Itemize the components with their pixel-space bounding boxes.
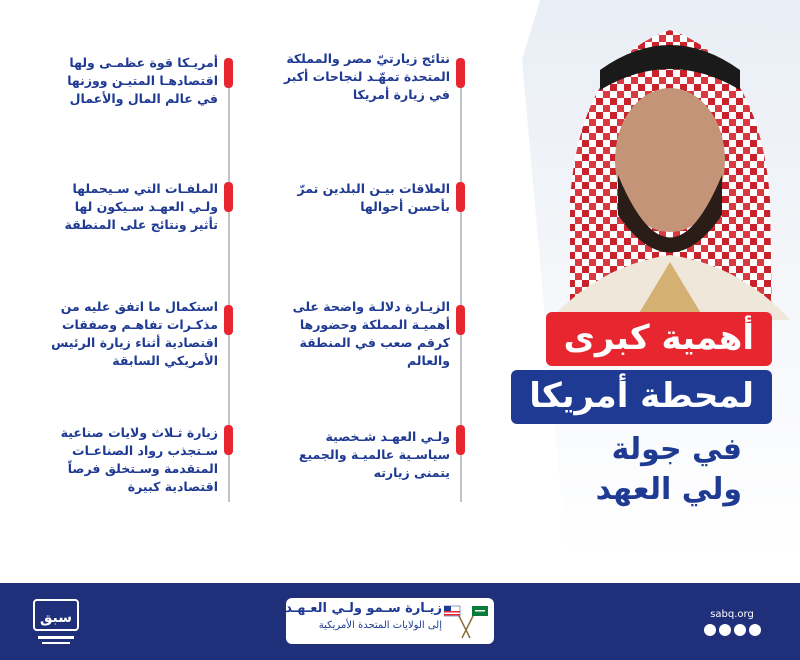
timeline-marker <box>456 182 465 212</box>
hero-subtitle-line2: ولي العهد <box>595 472 742 507</box>
left-item-1: أمريـكا قوة عظمـى ولها اقتصادهـا المتيـن ووزنها في عالم المال والأعمال <box>67 55 218 106</box>
site-url[interactable]: sabq.org <box>710 609 754 620</box>
hero-title-blue: لمحطة أمريكا <box>511 370 772 424</box>
hero-title-red: أهمية كبرى <box>546 312 772 366</box>
right-item-4: ولـي العهـد شـخصية سياسـية عالميـة والجميع يتمنى زيارته <box>298 429 450 480</box>
left-item-2: الملفـات التي سـيحملها ولـي العهـد سـيكون لها تأثير ونتائج على المنطقة <box>64 181 218 232</box>
logo-text: سبق <box>39 610 73 626</box>
timeline-marker <box>224 58 233 88</box>
youtube-icon[interactable] <box>734 624 746 636</box>
right-item-2: العلاقات بيـن البلدين تمرّ بأحسن أحوالها <box>297 181 450 214</box>
hero-subtitle-line1: في جولة <box>611 432 742 467</box>
portrait-image <box>540 0 800 320</box>
instagram-icon[interactable] <box>749 624 761 636</box>
footer-card-subtitle: إلى الولايات المتحدة الأمريكية <box>318 620 442 631</box>
footer-card-title: زيـارة سـمو ولـي العـهـد <box>285 601 442 616</box>
left-item-3: استكمال ما اتفق عليه من مذكـرات تفاهـم وصفقات اقتصادية أثناء زيارة الرئيس الأمريكي السابقة <box>51 299 218 368</box>
left-item-4: زيارة ثـلاث ولايات صناعية سـتجذب رواد الصناعـات المتقدمة وسـتخلق فرصاً اقتصادية كبيرة <box>60 425 218 494</box>
right-item-1: نتائج زيارتيّ مصر والمملكة المتحدة تمهّـد لنجاحات أكبر في زيارة أمريكا <box>283 51 450 102</box>
right-item-3: الزيـارة دلالـة واضحة على أهميـة المملكة وحضورها كرقم صعب في المنطقة والعالم <box>292 299 450 368</box>
timeline-marker <box>224 425 233 455</box>
timeline-marker <box>456 58 465 88</box>
timeline-marker <box>224 305 233 335</box>
timeline-marker <box>456 305 465 335</box>
twitter-icon[interactable] <box>719 624 731 636</box>
timeline-marker <box>224 182 233 212</box>
sabq-logo <box>30 594 82 650</box>
timeline-marker <box>456 425 465 455</box>
flags-icon <box>444 602 488 640</box>
facebook-icon[interactable] <box>704 624 716 636</box>
social-icons <box>700 624 764 636</box>
